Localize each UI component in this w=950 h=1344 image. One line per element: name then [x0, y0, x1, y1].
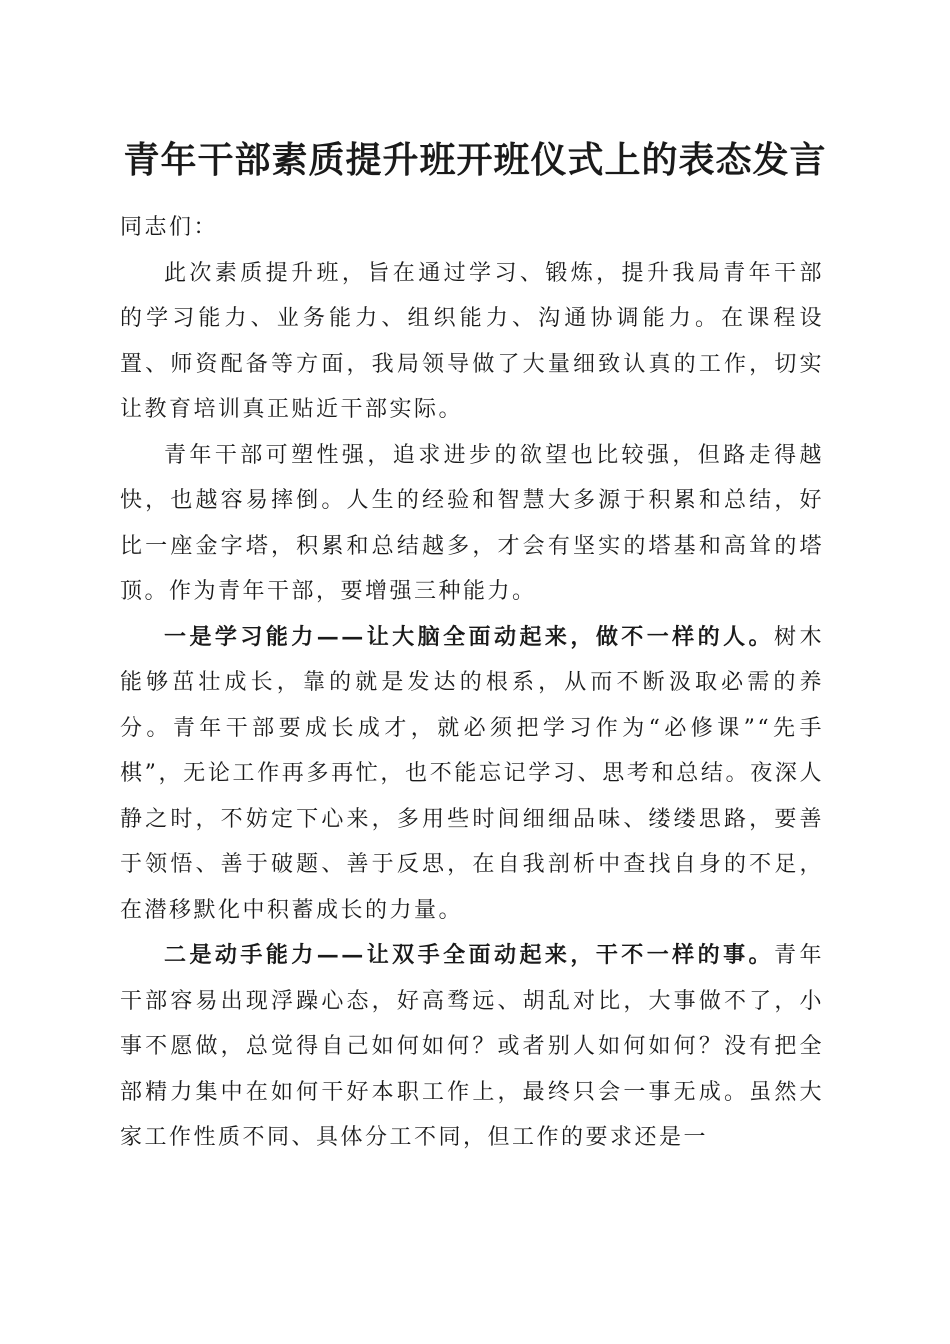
- document-title: 青年干部素质提升班开班仪式上的表态发言: [123, 139, 827, 181]
- paragraph-text: 青年干部可塑性强，追求进步的欲望也比较强，但路走得越快，也越容易摔倒。人生的经验和智慧大多源于积累和总结，好比一座金字塔，积累和总结越多，才会有坚实的塔基和高耸的塔顶。作为青年干部，要增强三种能力。: [120, 442, 824, 604]
- paragraph-2: [120, 433, 824, 615]
- paragraph-lead: 二是动手能力——让双手全面动起来，干不一样的事。: [164, 942, 775, 968]
- paragraph-text: 青年干部容易出现浮躁心态，好高骛远、胡乱对比，大事做不了，小事不愿做，总觉得自己如何如何？或者别人如何如何？没有把全部精力集中在如何干好本职工作上，最终只会一事无成。虽然大家工作性质不同、具体分工不同，但工作的要求还是一: [120, 943, 824, 1150]
- paragraph-lead: 一是学习能力——让大脑全面动起来，做不一样的人。: [164, 623, 775, 650]
- paragraph-1: [120, 251, 824, 433]
- paragraph-text: 此次素质提升班，旨在通过学习、锻炼，提升我局青年干部的学习能力、业务能力、组织能力、沟通协调能力。在课程设置、师资配备等方面，我局领导做了大量细致认真的工作，切实让教育培训真正贴近干部实际。: [120, 260, 824, 422]
- paragraph-text: 树木能够茁壮成长，靠的就是发达的根系，从而不断汲取必需的养分。青年干部要成长成才，就必须把学习作为“必修课”“先手棋”，无论工作再多再忙，也不能忘记学习、思考和总结。夜深人静之时，不妨定下心来，多用些时间细细品味、缕缕思路，要善于领悟、善于破题、善于反思，在自我剖析中查找自身的不足，在潜移默化中积蓄成长的力量。: [120, 624, 824, 923]
- greeting: 同志们：: [120, 215, 219, 240]
- paragraph-4: [120, 933, 824, 1161]
- paragraph-3: [120, 615, 824, 934]
- document-body: [120, 205, 824, 1161]
